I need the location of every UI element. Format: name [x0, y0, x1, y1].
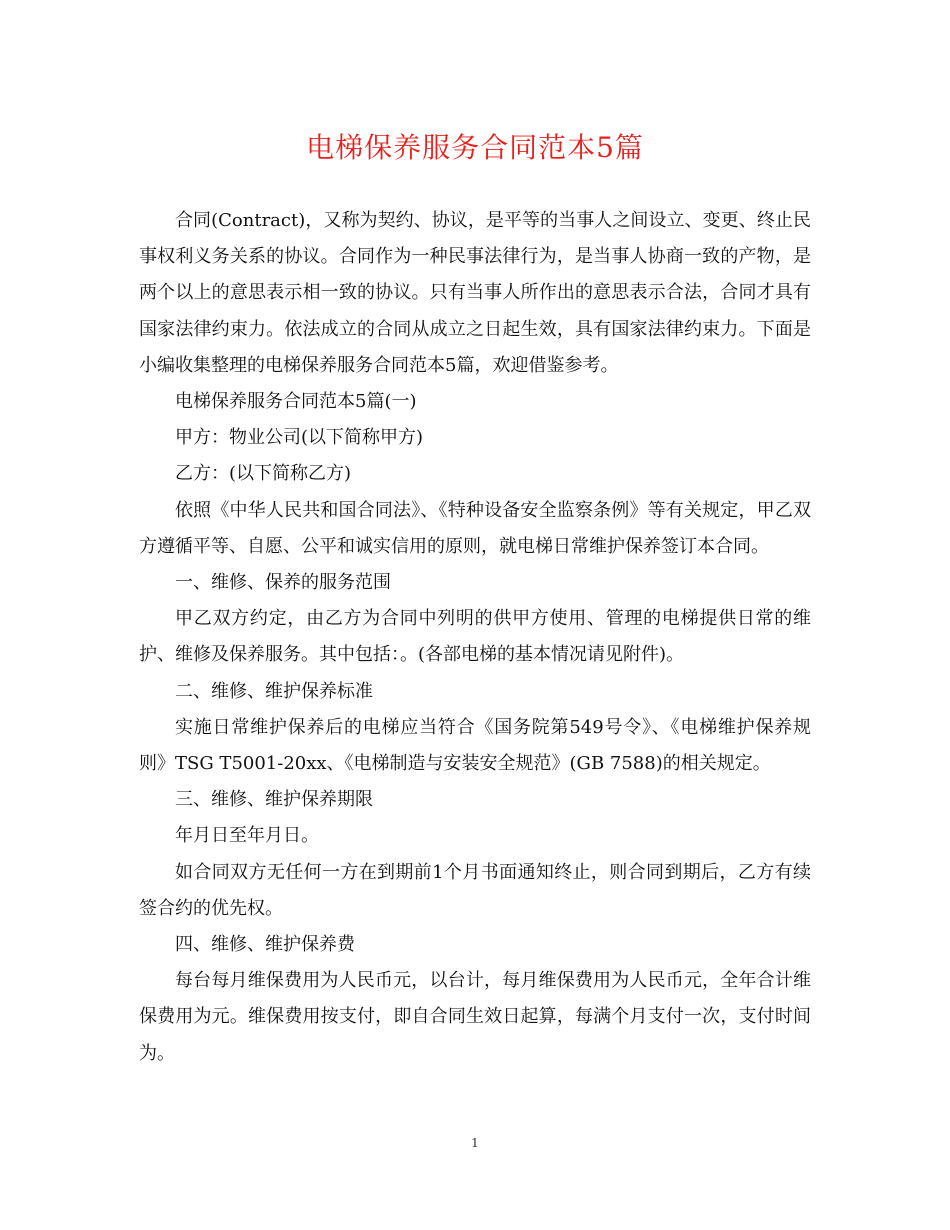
- document-title: 电梯保养服务合同范本5篇: [306, 131, 644, 164]
- section-heading-term: 三、维修、维护保养期限: [175, 789, 373, 811]
- paragraph-subtitle: 电梯保养服务合同范本5篇(一): [175, 391, 417, 413]
- document-body: [139, 203, 811, 1072]
- paragraph-party-a: 甲方：物业公司(以下简称甲方): [175, 427, 424, 449]
- paragraph-legal-basis: 依照《中华人民共和国合同法》、《特种设备安全监察条例》等有关规定，甲乙双方遵循平等、自愿、公平和诚实信用的原则，就电梯日常维护保养签订本合同。: [139, 499, 811, 557]
- paragraph-scope: 甲乙双方约定，由乙方为合同中列明的供甲方使用、管理的电梯提供日常的维护、维修及保养服务。其中包括：。(各部电梯的基本情况请见附件)。: [139, 608, 811, 666]
- paragraph-fee: 每台每月维保费用为人民币元，以台计，每月维保费用为人民币元，全年合计维保费用为元。维保费用按支付，即自合同生效日起算，每满个月支付一次，支付时间为。: [139, 970, 811, 1064]
- paragraph-standard: 实施日常维护保养后的电梯应当符合《国务院第549号令》、《电梯维护保养规则》TSG T5001-20xx、《电梯制造与安装安全规范》(GB 7588)的相关规定。: [139, 716, 811, 775]
- page-number: 1: [471, 1136, 479, 1150]
- section-heading-standard: 二、维修、维护保养标准: [175, 680, 373, 702]
- section-heading-fee: 四、维修、维护保养费: [175, 934, 355, 956]
- paragraph-renewal: 如合同双方无任何一方在到期前1个月书面通知终止，则合同到期后，乙方有续签合约的优先权。: [139, 861, 811, 919]
- paragraph-intro: 合同(Contract)，又称为契约、协议，是平等的当事人之间设立、变更、终止民事权利义务关系的协议。合同作为一种民事法律行为，是当事人协商一致的产物，是两个以上的意思表示相一致的协议。只有当事人所作出的意思表示合法，合同才具有国家法律约束力。依法成立的合同从成立之日起生效，具有国家法律约束力。下面是小编收集整理的电梯保养服务合同范本5篇，欢迎借鉴参考。: [139, 210, 811, 376]
- section-heading-scope: 一、维修、保养的服务范围: [175, 572, 391, 594]
- paragraph-party-b: 乙方：(以下简称乙方): [175, 463, 352, 485]
- paragraph-term-dates: 年月日至年月日。: [175, 825, 319, 847]
